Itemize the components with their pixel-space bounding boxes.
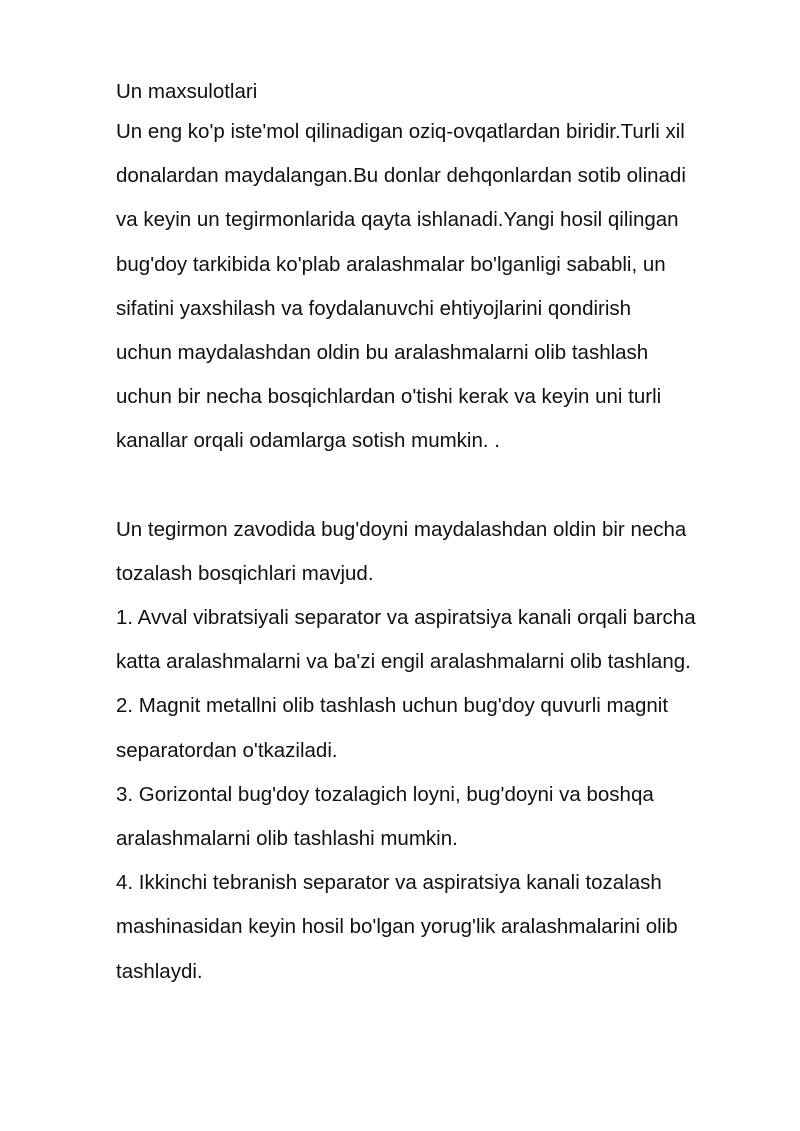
text-line: kanallar orqali odamlarga sotish mumkin. . bbox=[116, 429, 500, 453]
list-item-step-2: 2. Magnit metallni olib tashlash uchun bug'doy quvurli magnit bbox=[116, 694, 669, 718]
text-line: uchun bir necha bosqichlardan o'tishi kerak va keyin uni turli bbox=[116, 385, 662, 409]
paragraph-cleaning-steps bbox=[116, 508, 756, 994]
list-item-step-1: 1. Avval vibratsiyali separator va aspiratsiya kanali orqali barcha bbox=[116, 606, 696, 630]
text-line: uchun maydalashdan oldin bu aralashmalarni olib tashlash bbox=[116, 340, 649, 364]
text-line: katta aralashmalarni va ba'zi engil aralashmalarni olib tashlang. bbox=[116, 650, 691, 674]
text-line: Un eng ko'p iste'mol qilinadigan oziq-ovqatlardan biridir.Turli xil bbox=[116, 120, 685, 143]
document-body bbox=[116, 74, 756, 994]
document-title: Un maxsulotlari bbox=[116, 80, 258, 103]
text-line: tozalash bosqichlari mavjud. bbox=[116, 561, 374, 585]
text-line: va keyin un tegirmonlarida qayta ishlanadi.Yangi hosil qilingan bbox=[116, 208, 679, 232]
text-line: separatordan o'tkaziladi. bbox=[116, 738, 338, 762]
text-line: donalardan maydalangan.Bu donlar dehqonlardan sotib olinadi bbox=[116, 164, 686, 188]
paragraph-spacer bbox=[116, 464, 756, 508]
text-line: mashinasidan keyin hosil bo'lgan yorug'lik aralashmalarini olib bbox=[116, 915, 678, 939]
list-item-step-4: 4. Ikkinchi tebranish separator va aspiratsiya kanali tozalash bbox=[116, 871, 662, 895]
text-line: Un tegirmon zavodida bug'doyni maydalashdan oldin bir necha bbox=[116, 517, 687, 541]
text-line: aralashmalarni olib tashlashi mumkin. bbox=[116, 827, 458, 850]
text-line: sifatini yaxshilash va foydalanuvchi ehtiyojlarini qondirish bbox=[116, 296, 632, 320]
list-item-step-3: 3. Gorizontal bug'doy tozalagich loyni, bug'doyni va boshqa bbox=[116, 782, 654, 806]
text-line: tashlaydi. bbox=[116, 959, 203, 983]
paragraph-intro bbox=[116, 110, 756, 464]
text-line: bug'doy tarkibida ko'plab aralashmalar bo'lganligi sababli, un bbox=[116, 252, 666, 276]
